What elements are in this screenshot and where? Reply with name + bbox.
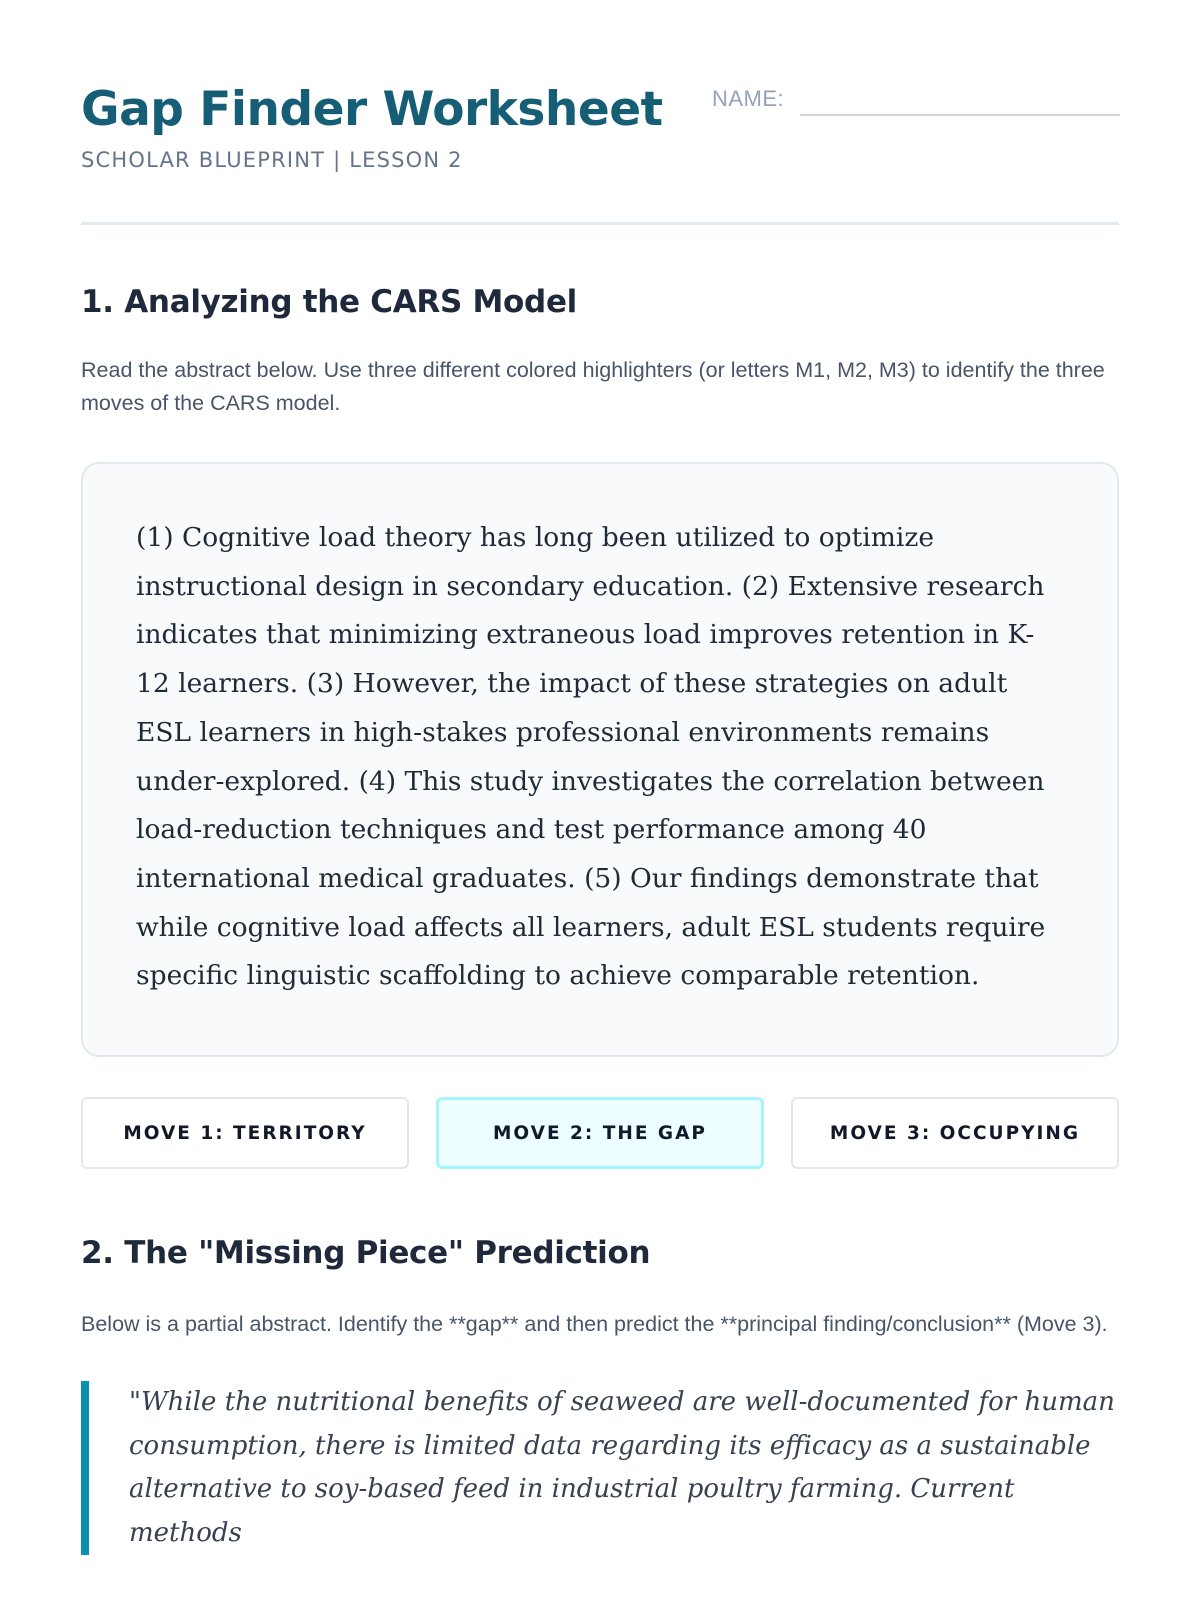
section-1-heading: 1. Analyzing the CARS Model xyxy=(81,284,577,320)
section-missing-piece xyxy=(81,1235,1119,1555)
move-3-occupying-button[interactable]: MOVE 3: OCCUPYING xyxy=(791,1097,1119,1169)
name-field xyxy=(712,86,1120,112)
partial-abstract-quote: "While the nutritional benefits of seaweed are well-documented for human consumption, there is limited data regarding its efficacy as a sustainable alternative to soy-based feed in industrial poultry farming. Current methods xyxy=(81,1381,1119,1555)
move-1-territory-button[interactable]: MOVE 1: TERRITORY xyxy=(81,1097,409,1169)
page-title: Gap Finder Worksheet xyxy=(81,82,663,137)
section-2-heading: 2. The "Missing Piece" Prediction xyxy=(81,1235,651,1272)
abstract-box: (1) Cognitive load theory has long been utilized to optimize instructional design in secondary education. (2) Extensive research indicates that minimizing extraneous load improves retention in K-12 learners. (3) However, the impact of these strategies on adult ESL learners in high-stakes professional environments remains under-explored. (4) This study investigates the correlation between load-reduction techniques and test performance among 40 international medical graduates. (5) Our findings demonstrate that while cognitive load affects all learners, adult ESL students require specific linguistic scaffolding to achieve comparable retention. xyxy=(81,462,1119,1057)
move-buttons xyxy=(81,1097,1119,1169)
name-input-line[interactable] xyxy=(800,114,1120,116)
move-2-gap-button[interactable]: MOVE 2: THE GAP xyxy=(436,1097,764,1169)
worksheet-header xyxy=(81,0,1119,225)
name-label: NAME: xyxy=(712,86,785,111)
section-cars-model xyxy=(81,284,1119,1169)
page-subtitle: SCHOLAR BLUEPRINT | LESSON 2 xyxy=(81,148,463,172)
section-1-instructions: Read the abstract below. Use three different colored highlighters (or letters M1, M2, M3) to identify the three moves of the CARS model. xyxy=(81,358,1105,415)
section-2-instructions: Below is a partial abstract. Identify the **gap** and then predict the **principal finding/conclusion** (Move 3). xyxy=(81,1312,1108,1337)
